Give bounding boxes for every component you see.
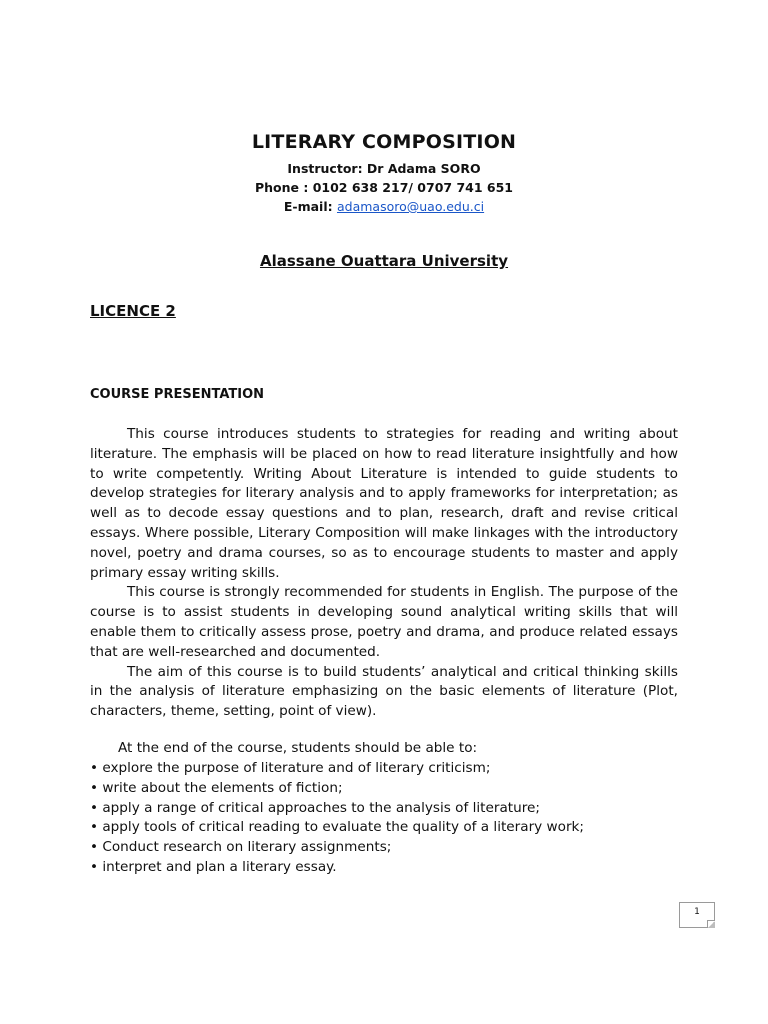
document-title: LITERARY COMPOSITION [251, 131, 517, 153]
university-name: Alassane Ouattara University [259, 252, 509, 270]
course-presentation-body [90, 425, 678, 722]
list-item: • apply tools of critical reading to evaluate the quality of a literary work; [90, 819, 585, 836]
page-number: 1 [694, 907, 700, 917]
paragraph: This course is strongly recommended for students in English. The purpose of the course is to assist students in developing sound analytical writing skills that will enable them to critically assess prose, poetry and drama, and produce related essays that are well-researched and documented. [90, 584, 678, 660]
list-item: • interpret and plan a literary essay. [90, 858, 337, 875]
level-heading: LICENCE 2 [90, 302, 176, 320]
list-item: • apply a range of critical approaches to the analysis of literature; [90, 799, 540, 816]
section-heading: COURSE PRESENTATION [90, 387, 265, 402]
page-number-box [679, 902, 715, 928]
list-item: • write about the elements of fiction; [90, 779, 343, 796]
paragraph: The aim of this course is to build students’ analytical and critical thinking skills in the analysis of literature emphasizing on the basic elements of literature (Plot, characters, theme, setting, point of view). [90, 663, 678, 720]
email-label: E-mail: [283, 199, 337, 214]
instructor-line: Instructor: Dr Adama SORO [287, 161, 481, 176]
objectives-list [90, 759, 584, 878]
phone-line: Phone : 0102 638 217/ 0707 741 651 [254, 180, 513, 195]
list-item: • explore the purpose of literature and of literary criticism; [90, 760, 491, 776]
page-fold-icon [707, 920, 715, 928]
email-line [0, 199, 768, 214]
objectives-intro: At the end of the course, students should be able to: [118, 740, 478, 756]
list-item: • Conduct research on literary assignments; [90, 839, 392, 856]
email-link[interactable]: adamasoro@uao.edu.ci [336, 199, 485, 214]
paragraph: This course introduces students to strategies for reading and writing about literature. The emphasis will be placed on how to read literature insightfully and how to write competently. Writing About Literature is intended to guide students to develop strategies for literary analysis and to apply frameworks for interpretation; as well as to decode essay questions and to plan, research, draft and revise critical essays. Where possible, Literary Composition will make linkages with the introductory novel, poetry and drama courses, so as to encourage students to master and apply primary essay writing skills. [90, 426, 678, 581]
